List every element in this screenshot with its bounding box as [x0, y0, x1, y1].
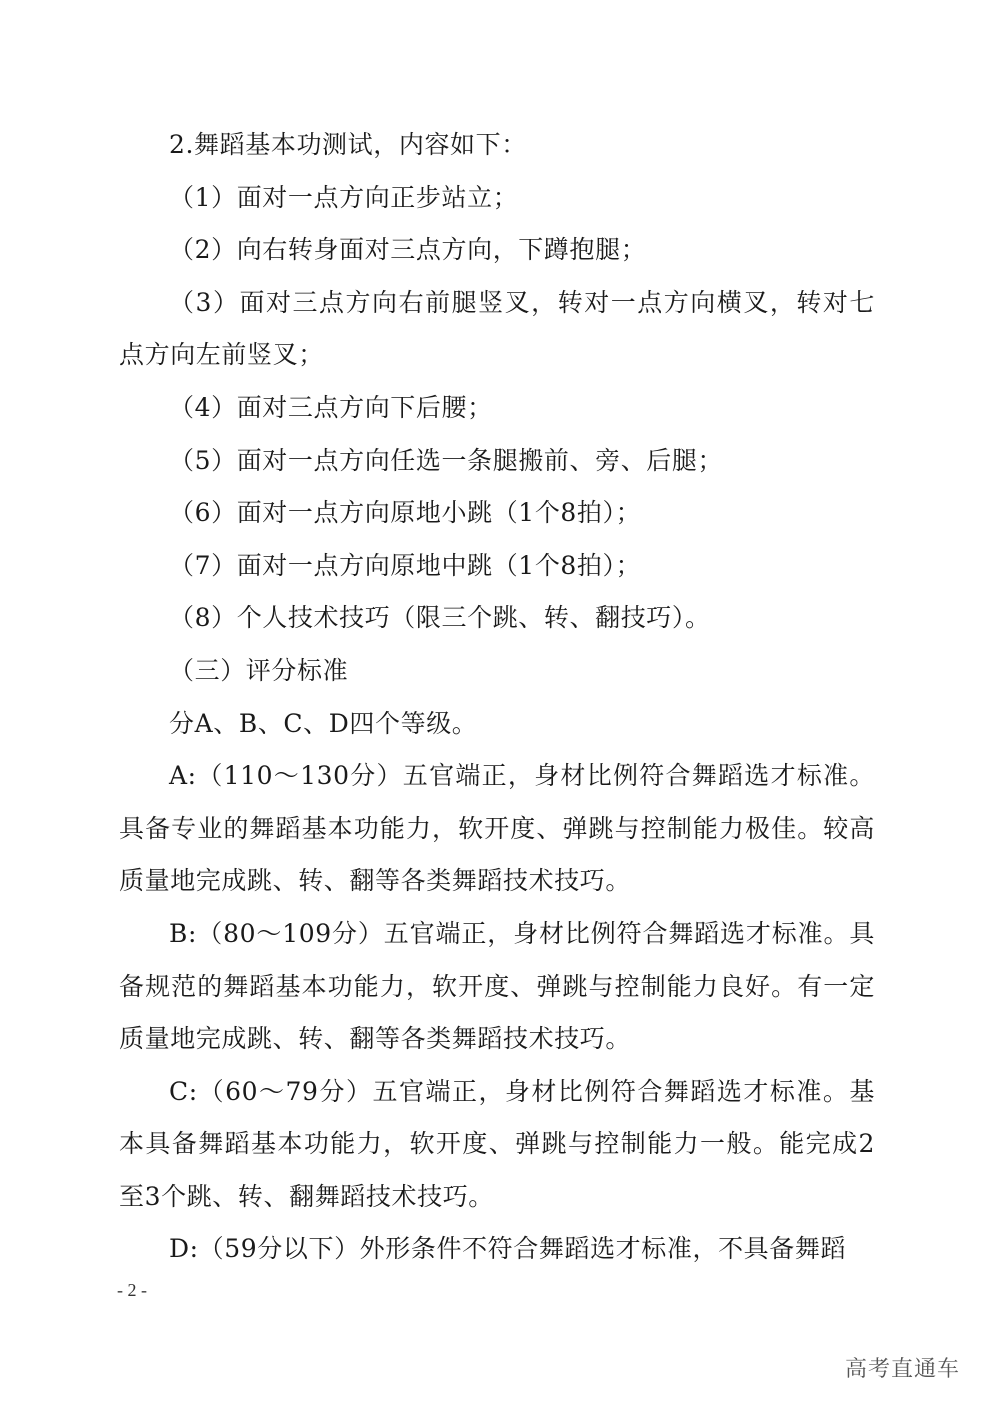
paragraph-item-7: （7）面对一点方向原地中跳（1个8拍）；: [169, 550, 642, 580]
page-number: - 2 -: [117, 1280, 147, 1300]
watermark-text: 高考直通车: [844, 1357, 960, 1382]
paragraph-grade-d: D:（59分以下）外形条件不符合舞蹈选才标准，不具备舞蹈: [169, 1234, 847, 1264]
section-heading-scoring: （三）评分标准: [169, 655, 349, 685]
paragraph-grade-b: B:（80～109分）五官端正，身材比例符合舞蹈选才标准。具备规范的舞蹈基本功能力，软开度、弹跳与控制能力良好。有一定质量地完成跳、转、翻等各类舞蹈技术技巧。: [119, 918, 875, 1054]
paragraph-item-4: （4）面对三点方向下后腰；: [169, 392, 493, 422]
paragraph-item-6: （6）面对一点方向原地小跳（1个8拍）；: [169, 498, 642, 528]
paragraph-grade-intro: 分A、B、C、D四个等级。: [169, 708, 478, 738]
paragraph-item-1: （1）面对一点方向正步站立；: [169, 182, 519, 212]
paragraph-item-2: （2）向右转身面对三点方向，下蹲抱腿；: [169, 235, 647, 265]
paragraph-item-5: （5）面对一点方向任选一条腿搬前、旁、后腿；: [169, 445, 724, 475]
paragraph-grade-a: A:（110～130分）五官端正，身材比例符合舞蹈选才标准。具备专业的舞蹈基本功能力，软开度、弹跳与控制能力极佳。较高质量地完成跳、转、翻等各类舞蹈技术技巧。: [119, 761, 875, 896]
paragraph-item-3: （3）面对三点方向右前腿竖叉，转对一点方向横叉，转对七点方向左前竖叉；: [119, 287, 875, 370]
paragraph-grade-c: C:（60～79分）五官端正，身材比例符合舞蹈选才标准。基本具备舞蹈基本功能力，软开度、弹跳与控制能力一般。能完成2至3个跳、转、翻舞蹈技术技巧。: [119, 1076, 875, 1211]
paragraph-dance-test-heading: 2.舞蹈基本功测试，内容如下：: [169, 130, 527, 159]
paragraph-item-8: （8）个人技术技巧（限三个跳、转、翻技巧）。: [169, 603, 711, 633]
document-body: [119, 119, 875, 1276]
